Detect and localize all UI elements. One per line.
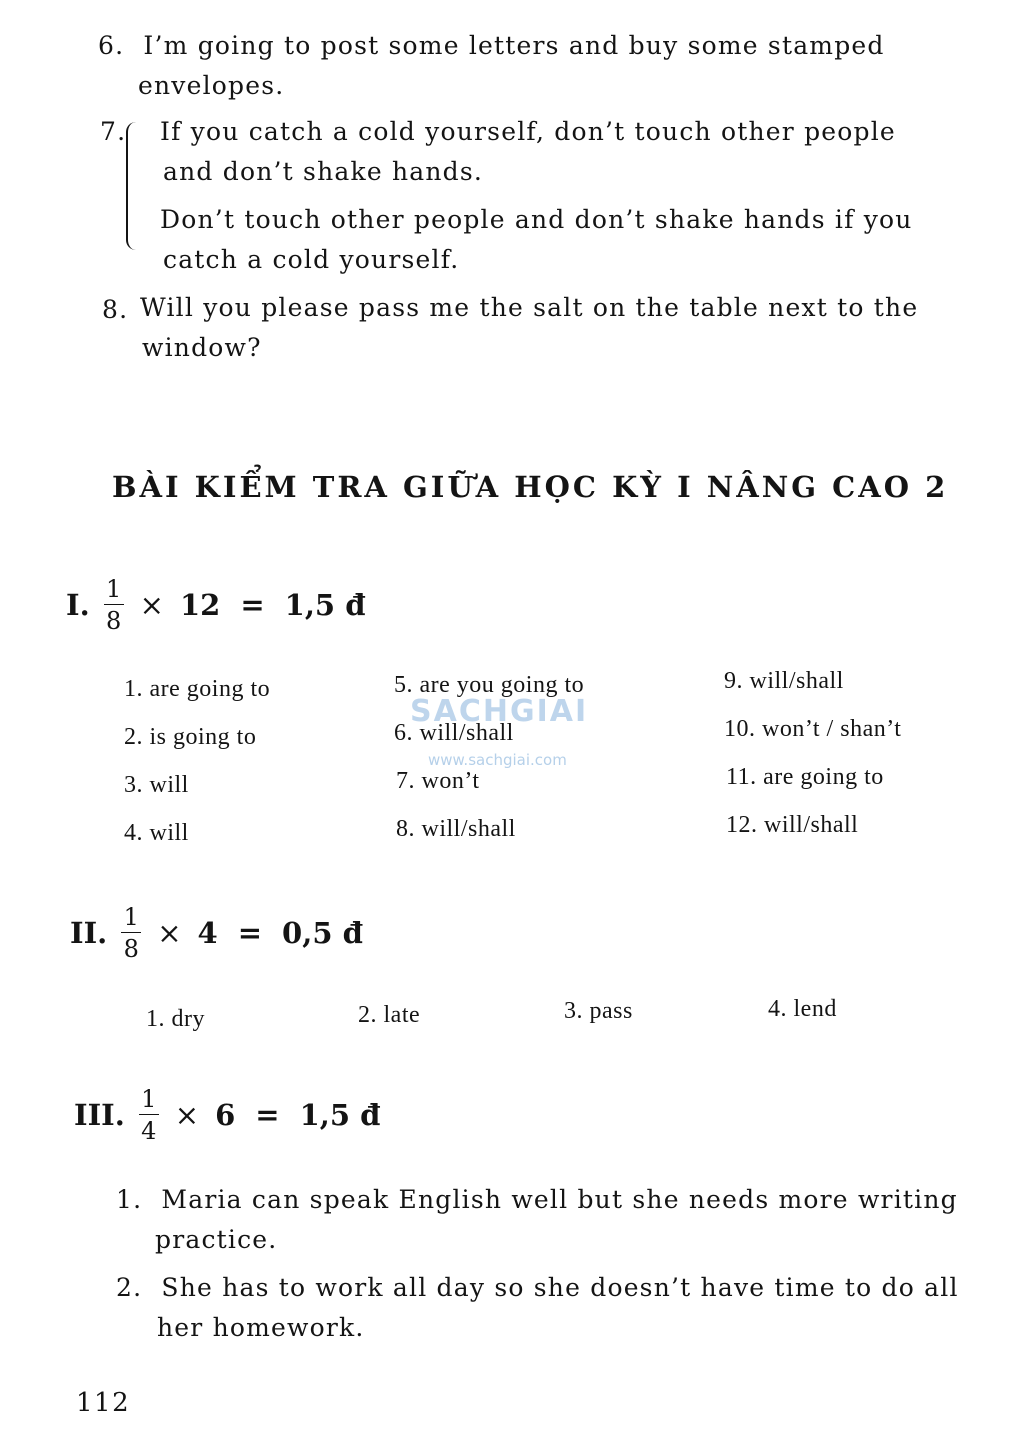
section-1-header (66, 576, 365, 634)
prev-answer-8-number: 8. (102, 295, 129, 324)
section-1-multiplier: 12 (179, 588, 221, 622)
section-3-answer-1-line-1: Maria can speak English well but she needs more writing (161, 1185, 958, 1214)
section-3-label: III. (74, 1098, 125, 1132)
section-2-answer: 1. dry (146, 1006, 205, 1032)
prev-answer-6-line-2: envelopes. (138, 71, 285, 100)
section-1-answer: 4. will (124, 820, 189, 846)
section-3-answer-1-line-2: practice. (155, 1225, 278, 1254)
section-2-denominator: 8 (123, 935, 139, 963)
section-2-header (70, 904, 363, 962)
section-1-label: I. (66, 588, 90, 622)
section-3-answer-2-number: 2. (116, 1273, 143, 1302)
fraction-bar (104, 604, 124, 605)
section-1-numerator: 1 (106, 575, 122, 603)
prev-answer-6 (98, 26, 885, 66)
times-sign: × (139, 588, 164, 622)
section-2-multiplier: 4 (197, 916, 218, 950)
section-3-fraction (139, 1086, 159, 1144)
fraction-bar (139, 1114, 159, 1115)
prev-answer-7-line-3: Don’t touch other people and don’t shake hands if you (160, 205, 913, 234)
section-3-answer-1 (116, 1180, 958, 1220)
section-2-score: 0,5 đ (282, 916, 363, 950)
section-3-multiplier: 6 (215, 1098, 236, 1132)
prev-answer-7-number: 7. (100, 117, 127, 146)
section-1-answer: 5. are you going to (394, 672, 585, 698)
section-2-fraction (121, 904, 141, 962)
section-3-numerator: 1 (141, 1085, 157, 1113)
prev-answer-7-line-4: catch a cold yourself. (163, 245, 460, 274)
section-1-answer: 9. will/shall (724, 668, 844, 694)
watermark-url: www.sachgiai.com (428, 751, 567, 769)
section-2-answer: 3. pass (564, 998, 633, 1024)
section-2-label: II. (70, 916, 108, 950)
section-1-answer: 6. will/shall (394, 720, 514, 746)
section-1-answer: 2. is going to (124, 724, 257, 750)
section-1-answer: 7. won’t (396, 768, 480, 794)
prev-answer-8-line-2: window? (142, 333, 262, 362)
section-1-answer: 10. won’t / shan’t (724, 716, 902, 742)
prev-answer-8-line-1: Will you please pass me the salt on the table next to the (140, 293, 919, 322)
times-sign: × (174, 1098, 200, 1132)
page-title: BÀI KIỂM TRA GIỮA HỌC KỲ I NÂNG CAO 2 (112, 470, 949, 504)
brace-bracket (126, 122, 142, 250)
page-number: 112 (76, 1388, 131, 1418)
section-1-answer: 8. will/shall (396, 816, 516, 842)
section-1-score: 1,5 đ (284, 588, 366, 622)
equals-sign: = (240, 588, 265, 622)
equals-sign: = (237, 916, 263, 950)
section-2-answer: 4. lend (768, 996, 837, 1022)
section-3-answer-1-number: 1. (116, 1185, 143, 1214)
section-3-answer-2-line-2: her homework. (157, 1313, 365, 1342)
section-2-answer: 2. late (358, 1002, 421, 1028)
watermark-logo: SACHGIAI (410, 694, 589, 729)
section-3-answer-2 (116, 1268, 959, 1308)
fraction-bar (121, 932, 141, 933)
prev-answer-7-line-2: and don’t shake hands. (163, 157, 484, 186)
prev-answer-6-number: 6. (98, 31, 125, 60)
section-2-numerator: 1 (123, 903, 139, 931)
section-1-answer: 3. will (124, 772, 189, 798)
section-1-denominator: 8 (106, 607, 122, 635)
section-1-fraction (104, 576, 124, 634)
equals-sign: = (255, 1098, 280, 1132)
prev-answer-7-line-1: If you catch a cold yourself, don’t touch other people (160, 117, 896, 146)
section-1-answer: 12. will/shall (726, 812, 859, 838)
section-3-answer-2-line-1: She has to work all day so she doesn’t have time to do all (161, 1273, 959, 1302)
section-1-answer: 1. are going to (124, 676, 271, 702)
section-3-header (74, 1086, 380, 1144)
section-1-answer: 11. are going to (726, 764, 884, 790)
times-sign: × (157, 916, 182, 950)
section-3-score: 1,5 đ (299, 1098, 381, 1132)
section-3-denominator: 4 (141, 1117, 157, 1145)
prev-answer-6-line-1: I’m going to post some letters and buy some stamped (143, 31, 885, 60)
